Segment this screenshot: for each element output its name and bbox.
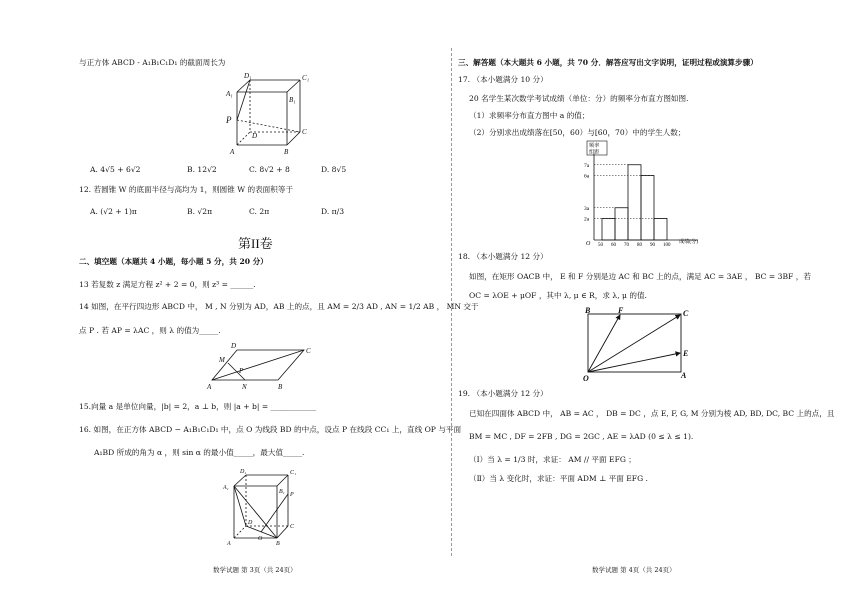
q14-line1: 14 如图，在平行四边形 ABCD 中， M , N 分别为 AD，AB 上的点，且 AM = 2/3 AD , AN = 1/2 AB ， MN 交于 bbox=[79, 302, 479, 311]
origin-label: O bbox=[586, 241, 591, 247]
q19-part1: （Ⅰ）当 λ = 1/3 时，求证： AM // 平面 EFG ； bbox=[469, 455, 636, 464]
q17-stem: 20 名学生某次数学考试成绩（单位：分）的频率分布直方图如图. bbox=[469, 94, 689, 103]
label-F: F bbox=[618, 306, 624, 315]
label-A: A bbox=[227, 541, 231, 546]
volume-title: 第II卷 bbox=[238, 236, 273, 251]
q18-head: 18. （本小题满分 12 分） bbox=[458, 252, 548, 261]
label-B1: B₁ bbox=[289, 96, 296, 104]
q12-option-c: C. 2π bbox=[249, 207, 270, 216]
q17-part2: （2）分别求出成绩落在[50，60）与[60，70）中的学生人数； bbox=[469, 128, 686, 137]
label-E: E bbox=[683, 349, 689, 358]
section3-title: 三、解答题（本大题共 6 小题，共 70 分．解答应写出文字说明，证明过程或演算步骤） bbox=[458, 58, 758, 67]
x-tick-label: 90 bbox=[650, 243, 655, 248]
x-tick-label: 100 bbox=[663, 243, 671, 248]
label-A: A bbox=[230, 148, 235, 156]
figure-rectangle-q18 bbox=[580, 306, 700, 382]
label-B: B bbox=[284, 148, 289, 156]
y-tick-label: 3a bbox=[584, 205, 590, 212]
label-A: A bbox=[681, 371, 687, 380]
histogram-bar bbox=[615, 208, 628, 240]
label-C: C bbox=[306, 347, 311, 355]
histogram-bar bbox=[628, 165, 641, 240]
ylabel-bottom: 组距 bbox=[589, 149, 600, 156]
label-P: P bbox=[239, 367, 244, 375]
histogram-bar bbox=[641, 176, 654, 241]
q14-line2: 点 P . 若 AP = λAC ，则 λ 的值为_____. bbox=[79, 326, 221, 335]
label-A: A bbox=[207, 383, 212, 391]
q11-option-c: C. 8√2 + 8 bbox=[249, 165, 290, 174]
label-D: D bbox=[252, 132, 258, 140]
q11-option-a: A. 4√5 + 6√2 bbox=[90, 165, 141, 174]
label-C: C bbox=[683, 309, 689, 318]
page-divider bbox=[451, 48, 452, 556]
q18-line1: 如图，在矩形 OACB 中， E 和 F 分别是边 AC 和 BC 上的点，满足 AC = 3AE ， BC = 3BF ，若 bbox=[469, 272, 811, 281]
label-B: B bbox=[276, 541, 280, 546]
x-tick-label: 60 bbox=[611, 243, 616, 248]
xlabel: 成绩(分) bbox=[679, 239, 699, 245]
label-P: P bbox=[226, 115, 232, 125]
label-A1: A₁ bbox=[226, 90, 233, 98]
q11-option-d: D. 8√5 bbox=[321, 165, 347, 174]
y-tick-label: 6a bbox=[584, 173, 590, 180]
q11-option-b: B. 12√2 bbox=[187, 165, 217, 174]
label-O: O bbox=[583, 374, 589, 382]
q18-line2: OC = λOE + μOF ，其中 λ, μ ∈ R，求 λ, μ 的值. bbox=[469, 291, 647, 300]
label-B: B bbox=[278, 383, 283, 391]
x-tick-label: 70 bbox=[624, 243, 629, 248]
label-C: C bbox=[302, 128, 307, 136]
label-B1: B₁ bbox=[279, 489, 285, 495]
ylabel-top: 频率 bbox=[589, 143, 600, 149]
footer-right: 数学试题 第 4页（共 24页） bbox=[592, 566, 676, 574]
q19-head: 19. （本小题满分 12 分） bbox=[458, 389, 548, 398]
q17-head: 17. （本小题满分 10 分） bbox=[458, 75, 548, 84]
q19-line1: 已知在四面体 ABCD 中， AB = AC ， DB = DC ，点 E, F, G, M 分别为棱 AD, BD, DC, BC 上的点，且 bbox=[469, 409, 835, 418]
q17-part1: （1）求频率分布直方图中 a 的值； bbox=[469, 111, 590, 120]
figure-cube-q11 bbox=[222, 70, 312, 158]
label-A1: A₁ bbox=[223, 485, 229, 491]
label-B: B bbox=[585, 306, 591, 315]
label-D1: D₁ bbox=[240, 469, 247, 475]
x-tick-label: 50 bbox=[598, 243, 603, 248]
figure-cube-q16 bbox=[222, 466, 302, 546]
histogram-bar bbox=[654, 219, 667, 241]
frequency-histogram bbox=[580, 140, 710, 248]
q12-option-b: B. √2π bbox=[187, 207, 213, 216]
q16-line2: A₁BD 所成的角为 α ，则 sin α 的最小值_____，最大值_____. bbox=[94, 448, 305, 457]
q19-line2: BM = MC , DF = 2FB , DG = 2GC , AE = λAD (0 ≤ λ ≤ 1). bbox=[469, 432, 694, 441]
label-P: P bbox=[290, 492, 294, 498]
q12-option-a: A. (√2 + 1)π bbox=[90, 207, 137, 216]
label-D: D bbox=[231, 342, 237, 350]
q13: 13 若复数 z 满足方程 z² + 2 = 0，则 z³ = ______. bbox=[79, 280, 256, 289]
x-tick-label: 80 bbox=[637, 243, 642, 248]
label-O: O bbox=[258, 536, 263, 542]
q11-stem: 与正方体 ABCD - A₁B₁C₁D₁ 的截面周长为 bbox=[79, 58, 226, 67]
figure-parallelogram-q14 bbox=[200, 340, 320, 392]
q19-part2: （Ⅱ）当 λ 变化时，求证：平面 ADM ⊥ 平面 EFG . bbox=[469, 474, 648, 483]
label-C1: C₁ bbox=[302, 74, 310, 82]
footer-left: 数学试题 第 3页（共 24页） bbox=[213, 566, 297, 574]
y-tick-label: 7a bbox=[584, 162, 590, 169]
label-N: N bbox=[242, 383, 247, 391]
label-D: D bbox=[248, 520, 253, 526]
histogram-bar bbox=[602, 219, 615, 241]
label-D1: D₁ bbox=[244, 72, 252, 80]
q16-line1: 16. 如图，在正方体 ABCD − A₁B₁C₁D₁ 中，点 O 为线段 BD 的中点，设点 P 在线段 CC₁ 上，直线 OP 与平面 bbox=[79, 425, 462, 434]
label-M: M bbox=[219, 356, 225, 364]
y-tick-label: 2a bbox=[584, 216, 590, 223]
label-C1: C₁ bbox=[290, 470, 297, 476]
q15: 15.向量 a 是单位向量，|b| = 2，a ⊥ b，则 |a + b| = ____________ bbox=[79, 402, 317, 411]
q12-option-d: D. π/3 bbox=[321, 207, 345, 216]
q12-stem: 12. 若圆锥 W 的底面半径与高均为 1，则圆锥 W 的表面积等于 bbox=[79, 185, 294, 194]
section2-title: 二、填空题（本题共 4 小题，每小题 5 分，共 20 分） bbox=[79, 257, 268, 266]
label-C: C bbox=[290, 524, 295, 530]
